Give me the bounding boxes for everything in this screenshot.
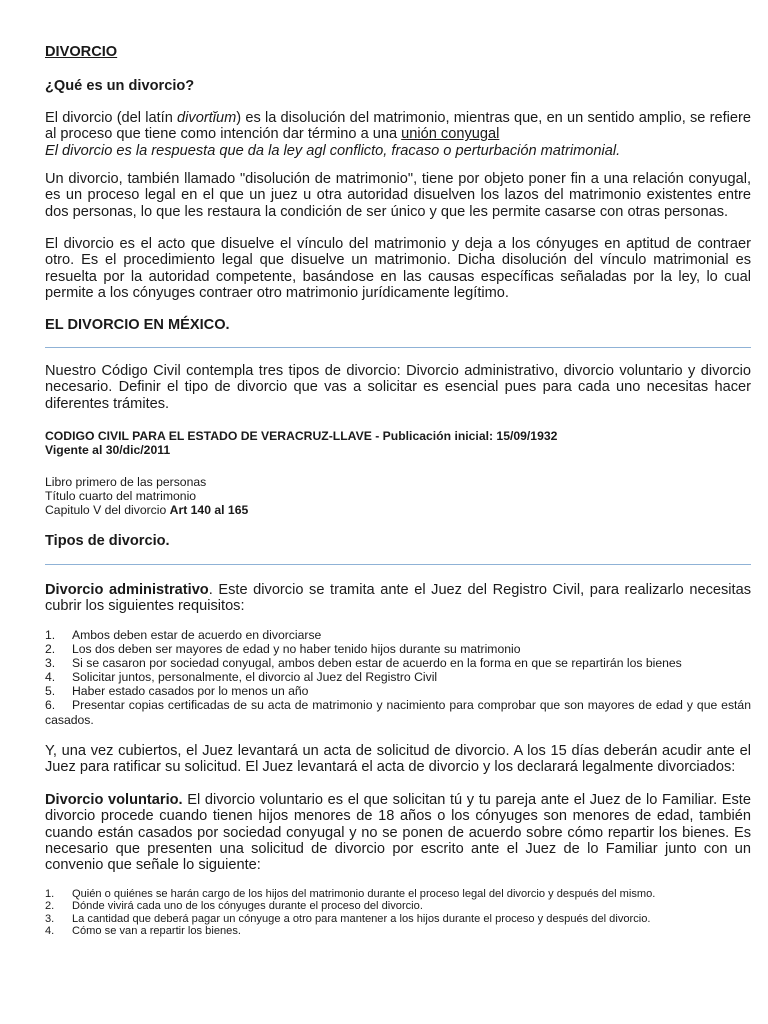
list-number: 6.	[45, 698, 56, 713]
list-number: 3.	[45, 912, 55, 925]
list-item	[45, 698, 751, 726]
section-divider	[45, 564, 751, 565]
list-text: Presentar copias certificadas de su acta de matrimonio y nacimiento para comprobar que son mayores de edad y que están casados.	[45, 698, 751, 727]
list-number: 5.	[45, 684, 56, 699]
list-text: Haber estado casados por lo menos un año	[72, 684, 309, 699]
voluntario-label: Divorcio voluntario.	[45, 792, 183, 808]
latin-term: divortĭum	[177, 110, 237, 126]
list-text: Solicitar juntos, personalmente, el divorcio al Juez del Registro Civil	[72, 670, 438, 685]
list-item	[45, 888, 751, 900]
voluntario-paragraph	[45, 792, 751, 873]
list-text: Los dos deben ser mayores de edad y no haber tenido hijos durante su matrimonio	[72, 642, 521, 657]
list-item	[45, 684, 751, 698]
admin-text: . Este divorcio se tramita ante el Juez del Registro Civil, para realizarlo necesitas cubrir los siguientes requisitos:	[45, 582, 751, 615]
admin-paragraph	[45, 582, 751, 615]
list-text: Dónde vivirá cada uno de los cónyuges durante el proceso del divorcio.	[72, 900, 423, 913]
list-number: 2.	[45, 900, 55, 913]
p1-text-a: El divorcio (del latín	[45, 110, 178, 126]
list-item	[45, 642, 751, 656]
paragraph-disolucion: Un divorcio, también llamado "disolución de matrimonio", tiene por objeto poner fin a una relación conyugal, es un proceso legal en el que un juez u otra autoridad disuelven los lazos del matrimonio existentes entre dos personas, lo que les restaura la condición de ser único y que les permite casarse con otras personas.	[45, 171, 751, 220]
list-item	[45, 656, 751, 670]
admin-requirements-list	[45, 628, 751, 727]
voluntario-convenio-list	[45, 888, 751, 938]
libro-line-1: Libro primero de las personas	[45, 475, 207, 489]
admin-after-paragraph: Y, una vez cubiertos, el Juez levantará un acta de solicitud de divorcio. A los 15 días deberán acudir ante el Juez para ratificar su solicitud. El Juez levantará el acta de divorcio y los declarará legalmente divorciados:	[45, 743, 751, 776]
code-reference	[45, 429, 751, 457]
list-number: 1.	[45, 628, 56, 642]
list-number: 4.	[45, 670, 56, 685]
p1-text-b: ) es la disolución del matrimonio, mientras que, en un sentido amplio, se refiere al proceso que tiene como intención dar término a una	[45, 110, 751, 143]
p1-italic-line: El divorcio es la respuesta que da la ley agl conflicto, fracaso o perturbación matrimonial.	[45, 142, 621, 159]
tipos-heading: Tipos de divorcio.	[45, 533, 170, 549]
list-item	[45, 900, 751, 912]
list-text: Ambos deben estar de acuerdo en divorciarse	[72, 628, 322, 642]
list-text: La cantidad que deberá pagar un cónyuge a otro para mantener a los hijos durante el proceso y después del divorcio.	[72, 912, 651, 925]
mexico-heading: EL DIVORCIO EN MÉXICO.	[45, 317, 230, 333]
list-item	[45, 628, 751, 642]
list-text: Si se casaron por sociedad conyugal, ambos deben estar de acuerdo en la forma en que se repartirán los bienes	[72, 656, 682, 671]
list-number: 4.	[45, 925, 55, 938]
section-divider	[45, 347, 751, 348]
admin-label: Divorcio administrativo	[45, 582, 209, 598]
list-item	[45, 925, 751, 937]
list-text: Cómo se van a repartir los bienes.	[72, 925, 241, 938]
libro-line-2: Título cuarto del matrimonio	[45, 489, 197, 504]
code-line-1: CODIGO CIVIL PARA EL ESTADO DE VERACRUZ-LLAVE - Publicación inicial: 15/09/1932	[45, 429, 558, 443]
list-number: 2.	[45, 642, 56, 657]
union-conyugal-link[interactable]: unión conyugal	[401, 126, 500, 143]
list-text: Quién o quiénes se harán cargo de los hijos del matrimonio durante el proceso legal del divorcio y después del mismo.	[72, 888, 656, 900]
libro-line-3: Capitulo V del divorcio	[45, 503, 170, 518]
list-number: 1.	[45, 888, 55, 900]
article-range: Art 140 al 165	[169, 503, 249, 518]
libro-reference	[45, 475, 751, 517]
list-item	[45, 913, 751, 925]
list-item	[45, 670, 751, 684]
question-heading: ¿Qué es un divorcio?	[45, 78, 195, 94]
paragraph-codigo-civil: Nuestro Código Civil contempla tres tipos de divorcio: Divorcio administrativo, divorcio voluntario y divorcio necesario. Definir el tipo de divorcio que vas a solicitar es esencial pues para cada uno necesitas hacer diferentes trámites.	[45, 363, 751, 412]
paragraph-acto: El divorcio es el acto que disuelve el vínculo del matrimonio y deja a los cónyuges en aptitud de contraer otro. Es el procedimiento legal que disuelve un matrimonio. Dicha disolución del vínculo matrimonial es resuelta por la autoridad competente, basándose en las causas específicas señaladas por la ley, lo cual permite a los cónyuges contraer otro matrimonio jurídicamente legítimo.	[45, 236, 751, 301]
list-number: 3.	[45, 656, 56, 671]
code-line-2: Vigente al 30/dic/2011	[45, 443, 171, 458]
document-title: DIVORCIO	[45, 44, 118, 60]
definition-paragraph	[45, 110, 751, 159]
voluntario-text: El divorcio voluntario es el que solicitan tú y tu pareja ante el Juez de lo Familiar. Este divorcio procede cuando tienen hijos menores de 18 años o los cónyuges son menores de edad, también cuando están casados por sociedad conyugal y no se ponen de acuerdo sobre cómo repartir los bienes. Es necesario que presenten una solicitud de divorcio por escrito ante el Juez de lo Familiar junto con un convenio que señale lo siguiente:	[45, 792, 751, 874]
